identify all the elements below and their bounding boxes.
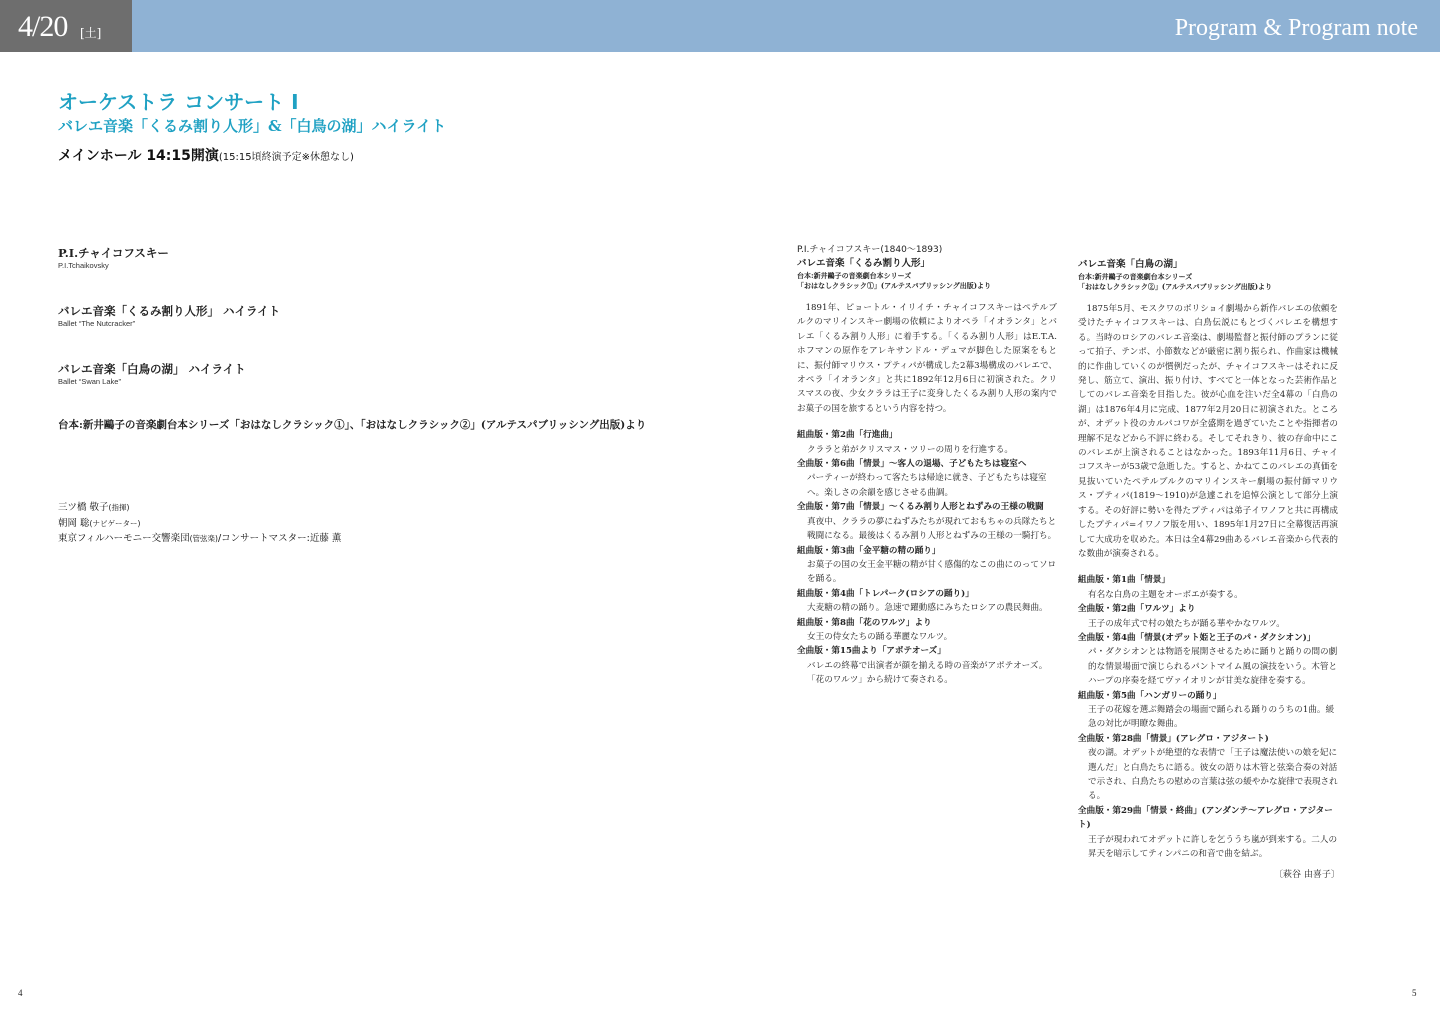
movement-item: 組曲版・第8曲「花のワルツ」より 女王の侍女たちの踊る華麗なワルツ。 — [797, 617, 953, 642]
venue: メインホール 14:15開演 — [58, 148, 219, 164]
performer-conductor: 三ツ橋 敬子(指揮) — [58, 502, 130, 513]
concert-title: オーケストラ コンサート Ⅰ — [58, 90, 299, 114]
note-body: 1875年5月、モスクワのボリショイ劇場から新作バレエの依頼を受けたチャイコフスキーは、白鳥伝説にもとづくバレエを構想する。当時のロシアのバレエ音楽は、劇場監督と振付師のプランに従って拍子、テンポ、小節数などが厳密に割り振られ、作曲家は機械的に作曲していくのが慣例だったが、チャイコフスキーはそれに反発し、筋立て、演出、振り付け、すべてと一体となった芸術作品としてのバレエ音楽を目指した。彼が心血を注いだ全4幕の「白鳥の湖」は1876年4月に完成、1877年2月20日に初演された。ところが、オデット役のカルパコワが全盛期を過ぎていたことや指揮者の理解不足などから不評に終わる。そしてそれきり、彼の存命中にこのバレエが上演されることはなかった。1893年11月6日、チャイコフスキーが53歳で急逝した。すると、かねてこのバレエの真価を見抜いていたペテルブルクのマリインスキー劇場の振付師マリウス・プティパ(1819〜1910)が急遽これを追悼公演として部分上演する。その好評に勢いを得たプティパは弟子イワノフと共に再構成したプティパ=イワノフ版を用い、1895年1月27日に全幕復活再演して大成功を収めた。本日は全4幕29曲あるバレエ音楽から代表的な数曲が演奏される。 — [1078, 304, 1338, 559]
program-ja: バレエ音楽「くるみ割り人形」 ハイライト — [58, 304, 281, 318]
note-nutcracker — [797, 244, 1057, 688]
performer-orchestra: 東京フィルハーモニー交響楽団(管弦楽)/コンサートマスター:近藤 薫 — [58, 533, 342, 544]
date: 4/20 — [18, 10, 68, 43]
page-number-left: 4 — [18, 988, 23, 998]
note-credit: 「おはなしクラシック②」(アルテスパブリッシング出版)より — [1078, 282, 1273, 291]
note-credit: 台本:新井鷗子の音楽劇台本シリーズ — [1078, 272, 1193, 281]
program-en: Ballet “The Nutcracker” — [58, 319, 136, 328]
performers — [58, 500, 341, 547]
program-en: Ballet “Swan Lake” — [58, 377, 121, 386]
program-ja: P.I.チャイコフスキー — [58, 246, 169, 260]
movement-item: 組曲版・第5曲「ハンガリーの踊り」 王子の花嫁を選ぶ舞踏会の場面で踊られる踊りのうちの1曲。緩急の対比が明瞭な舞曲。 — [1078, 690, 1335, 730]
movement-item: 全曲版・第15曲より「アポテオーズ」 バレエの終幕で出演者が顔を揃える時の音楽がアポテオーズ。「花のワルツ」から続けて奏される。 — [797, 646, 1048, 686]
movement-item: 全曲版・第7曲「情景」〜くるみ割り人形とねずみの王様の戦闘 真夜中、クララの夢にねずみたちが現れておもちゃの兵隊たちと戦闘になる。最後はくるみ割り人形とねずみの王様の一騎打ち。 — [797, 502, 1057, 542]
note-credit: 台本:新井鷗子の音楽劇台本シリーズ — [797, 271, 912, 280]
section-title: Program & Program note — [1174, 15, 1418, 41]
note-work-title: バレエ音楽「くるみ割り人形」 — [797, 258, 931, 269]
movement-item: 組曲版・第1曲「情景」 有名な白鳥の主題をオーボエが奏する。 — [1078, 575, 1243, 600]
movement-item: 組曲版・第3曲「金平糖の精の踊り」 お菓子の国の女王金平糖の精が甘く感傷的なこの曲にのってソロを踊る。 — [797, 545, 1057, 585]
page-number-right: 5 — [1412, 988, 1417, 998]
movement-item: 全曲版・第28曲「情景」(アレグロ・アジタート) 夜の湖。オデットが絶望的な表情で「王子は魔法使いの娘を妃に選んだ」と白鳥たちに語る。彼女の語りは木管と弦楽合奏の対話で示され、白鳥たちの慰めの言葉は弦の緩やかな旋律で表現される。 — [1078, 733, 1338, 802]
program-item-swanlake — [58, 362, 246, 387]
venue-note: (15:15頃終演予定※休憩なし) — [218, 152, 354, 163]
movement-list — [1078, 573, 1338, 861]
note-composer: P.I.チャイコフスキー(1840〜1893) — [797, 245, 943, 255]
note-body: 1891年、ピョートル・イリイチ・チャイコフスキーはペテルブルクのマリインスキー劇場の依頼によりオペラ「イオランタ」とバレエ「くるみ割り人形」に着手する。「くるみ割り人形」はE.T.A.ホフマンの原作をアレキサンドル・デュマが脚色した原案をもとに、振付師マリウス・プティパが構成した2幕3場構成のバレエで、オペラ「イオランタ」と共に1892年12月6日に初演された。クリスマスの夜、少女クララは王子に変身したくるみ割り人形の案内でお菓子の国を旅するという内容を持つ。 — [797, 303, 1057, 414]
movement-item: 組曲版・第2曲「行進曲」 クララと弟がクリスマス・ツリーの周りを行進する。 — [797, 430, 1013, 455]
movement-item: 全曲版・第29曲「情景・終曲」(アンダンテ〜アレグロ・アジタート) 王子が現われてオデットに許しを乞ううち嵐が到来する。二人の昇天を暗示してティンパニの和音で曲を結ぶ。 — [1078, 805, 1338, 860]
day-of-week: [土] — [80, 26, 102, 40]
concert-subtitle: バレエ音楽「くるみ割り人形」&「白鳥の湖」ハイライト — [58, 117, 447, 135]
program-item-composer — [58, 246, 169, 271]
movement-list — [797, 428, 1057, 687]
performer-navigator: 朝岡 聡(ナビゲーター) — [58, 517, 141, 529]
note-credit: 「おはなしクラシック①」(アルテスパブリッシング出版)より — [797, 281, 992, 290]
program-en: P.I.Tchaikovsky — [58, 261, 109, 270]
date-badge — [0, 0, 132, 52]
program-ja: バレエ音楽「白鳥の湖」 ハイライト — [58, 362, 246, 376]
venue-time — [58, 145, 354, 165]
note-swanlake — [1078, 258, 1338, 861]
author-signature: 〔萩谷 由喜子〕 — [1274, 870, 1340, 880]
note-work-title: バレエ音楽「白鳥の湖」 — [1078, 259, 1183, 270]
program-item-nutcracker — [58, 304, 280, 329]
libretto-credit: 台本:新井鷗子の音楽劇台本シリーズ「おはなしクラシック①」、「おはなしクラシック②」(アルテスパブリッシング出版)より — [58, 419, 647, 431]
movement-item: 組曲版・第4曲「トレパーク(ロシアの踊り)」 大麦糖の精の踊り。急速で躍動感にみちたロシアの農民舞曲。 — [797, 588, 1048, 614]
movement-item: 全曲版・第6曲「情景」〜客人の退場、子どもたちは寝室へ パーティーが終わって客たちは帰途に就き、子どもたちは寝室へ。楽しさの余韻を感じさせる曲調。 — [797, 459, 1047, 498]
movement-item: 全曲版・第4曲「情景(オデット姫と王子のパ・ダクシオン)」 パ・ダクシオンとは物語を展開させるために踊りと踊りの間の劇的な情景場面で演じられるパントマイム風の演技をいう。木管とハープの序奏を経てヴァイオリンが甘美な旋律を奏する。 — [1078, 632, 1338, 687]
movement-item: 全曲版・第2曲「ワルツ」より 王子の成年式で村の娘たちが踊る華やかなワルツ。 — [1078, 604, 1285, 629]
